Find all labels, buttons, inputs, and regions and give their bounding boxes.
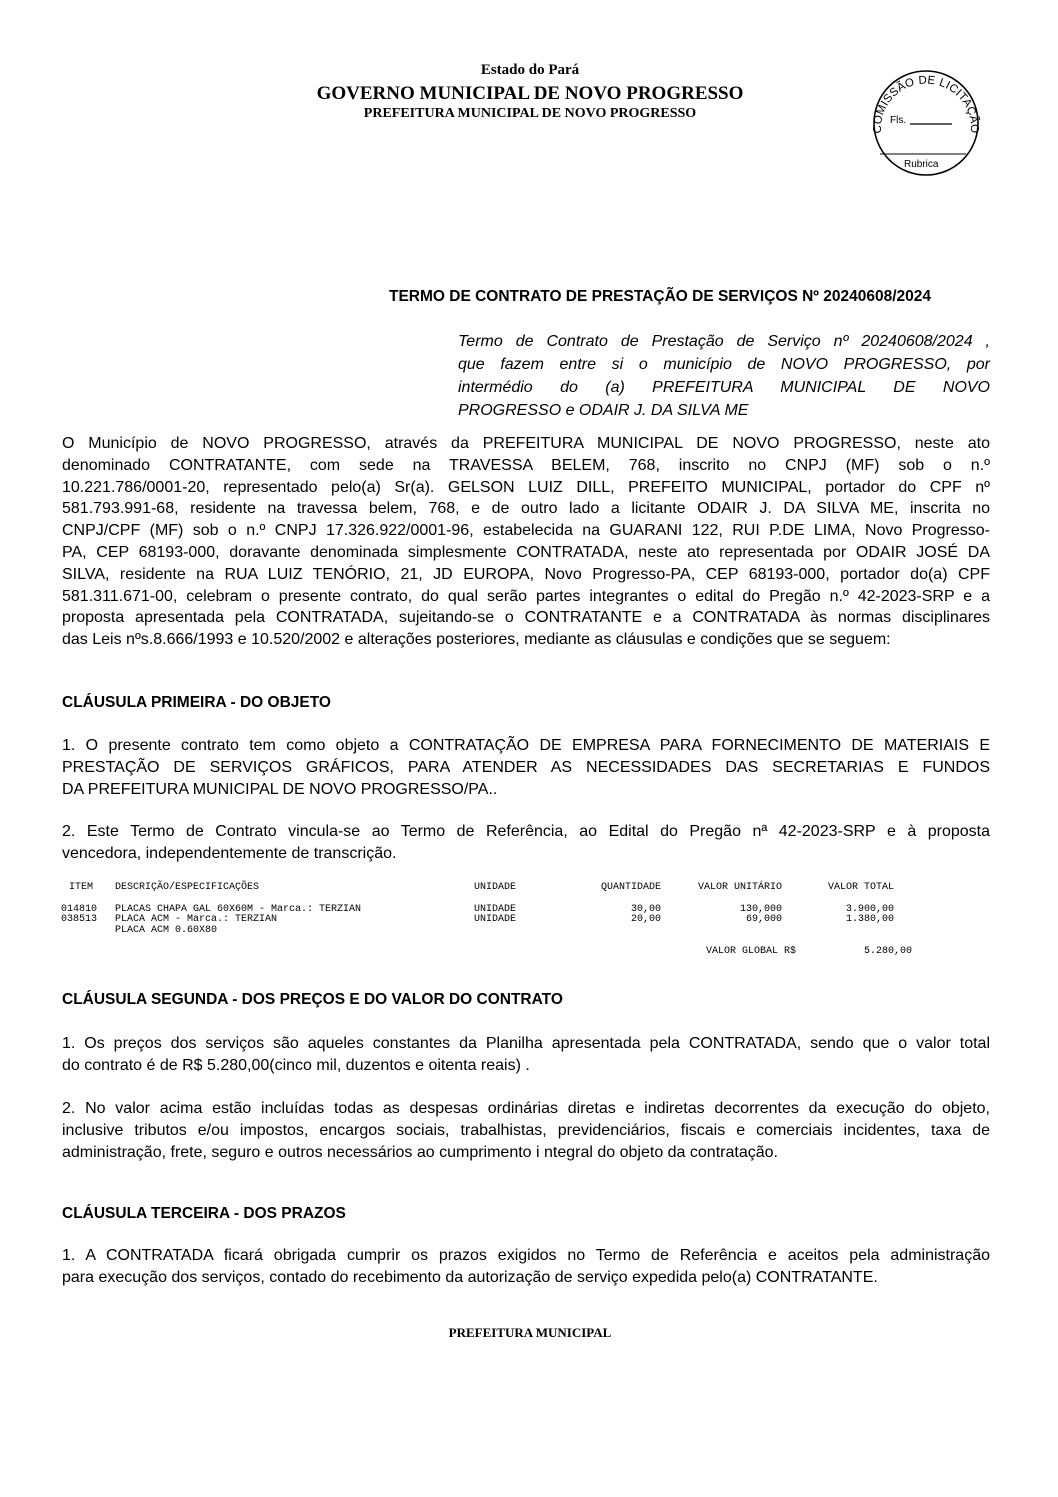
clause-line: para execução dos serviços, contado do recebimento da autorização de serviço expedida pelo(a) CONTRATANTE. [62,1268,878,1286]
clause-line: 1. O presente contrato tem como objeto a CONTRATAÇÃO DE EMPRESA PARA FORNECIMENTO DE MATERIAIS E [62,737,990,754]
clause-line: DA PREFEITURA MUNICIPAL DE NOVO PROGRESSO/PA.. [62,780,498,798]
ementa-line: que fazem entre si o município de NOVO PROGRESSO, por [458,356,990,373]
table-header-unit-price: VALOR UNITÁRIO [697,882,782,893]
table-cell-total: 1.380,00 [845,914,894,925]
contract-title: TERMO DE CONTRATO DE PRESTAÇÃO DE SERVIÇOS Nº 20240608/2024 [389,288,932,305]
table-cell-unit: UNIDADE [474,904,517,915]
preamble-line: denominado CONTRATANTE, com sede na TRAVESSA BELEM, 768, inscrito no CNPJ (MF) sob o n.º [62,456,990,474]
preamble-line: 581.311.671-00, celebram o presente contrato, do qual serão partes integrantes o edital do Pregão n.º 42-2023-SRP e a [62,587,990,605]
preamble-line: 581.793.991-68, residente na travessa belem, 768, e de outro lado a licitante ODAIR J. DA SILVA ME, inscrita no [62,500,990,518]
clause-line: PRESTAÇÃO DE SERVIÇOS GRÁFICOS, PARA ATENDER AS NECESSIDADES DAS SECRETARIAS E FUNDOS [62,758,990,776]
preamble-line: das Leis nºs.8.666/1993 e 10.520/2002 e alterações posteriores, mediante as cláusulas e condições que se seguem: [62,631,891,649]
preamble-line: SILVA, residente na RUA LUIZ TENÓRIO, 21, JD EUROPA, Novo Progresso-PA, CEP 68193-000, portador do(a) CPF [62,565,990,583]
clause-line: administração, frete, seguro e outros necessários ao cumprimento i ntegral do objeto da contratação. [62,1143,778,1161]
table-cell-unit-price: 69,000 [745,914,782,925]
clause-line: vencedora, independentemente de transcrição. [62,844,397,862]
clause1-heading: CLÁUSULA PRIMEIRA - DO OBJETO [62,694,331,711]
table-cell-total: 3.900,00 [845,904,894,915]
clause-line: inclusive tributos e/ou impostos, encargos sociais, trabalhistas, previdenciários, fiscais e comerciais incidentes, taxa de [62,1121,990,1139]
preamble-line: CNPJ/CPF (MF) sob o n.º CNPJ 17.326.922/0001-96, estabelecida na GUARANI 122, RUI P.DE LIMA, Novo Progresso- [62,522,990,540]
preamble-paragraph [62,433,990,651]
table-cell-quantity: 20,00 [630,914,661,925]
table-cell-description-extra: PLACA ACM 0.60X80 [115,925,218,936]
svg-text:COMISSÃO DE LICITAÇÃO [872,74,981,133]
table-header-item: ITEM [69,882,94,893]
preamble-line: O Município de NOVO PROGRESSO, através da PREFEITURA MUNICIPAL DE NOVO PROGRESSO, neste ato [62,435,990,452]
ementa-line: Termo de Contrato de Prestação de Serviço nº 20240608/2024 , [458,333,990,350]
table-cell-description: PLACAS CHAPA GAL 60X60M - Marca.: TERZIAN [115,904,362,915]
stamp-rubrica-label: Rubrica [904,159,939,170]
table-header-unit: UNIDADE [474,882,517,893]
clause1-paragraph-2 [62,821,990,865]
clause2-paragraph-1 [62,1033,990,1077]
table-cell-description: PLACA ACM - Marca.: TERZIAN [115,914,278,925]
header-state: Estado do Pará [480,62,580,78]
preamble-line: proposta apresentada pela CONTRATADA, sujeitando-se o CONTRATANTE e a CONTRATADA às normas disciplinares [62,609,990,627]
ementa-line: intermédio do (a) PREFEITURA MUNICIPAL DE NOVO [458,379,990,396]
clause3-heading: CLÁUSULA TERCEIRA - DOS PRAZOS [62,1205,346,1222]
preamble-line: 10.221.786/0001-20, representado pelo(a) Sr(a). GELSON LUIZ DILL, PREFEITO MUNICIPAL, portador do CPF nº [62,478,990,496]
clause-line: 2. No valor acima estão incluídas todas as despesas ordinárias diretas e indiretas decorrentes da execução do objeto, [62,1100,990,1117]
table-header-quantity: QUANTIDADE [600,882,661,893]
ementa-line: PROGRESSO e ODAIR J. DA SILVA ME [458,402,749,419]
table-cell-unit-price: 130,000 [739,904,782,915]
clause2-heading: CLÁUSULA SEGUNDA - DOS PREÇOS E DO VALOR DO CONTRATO [62,991,563,1008]
clause-line: 1. Os preços dos serviços são aqueles constantes da Planilha apresentada pela CONTRATADA, sendo que o valor total [62,1035,990,1052]
clause2-paragraph-2 [62,1098,990,1163]
clause-line: 1. A CONTRATADA ficará obrigada cumprir os prazos exigidos no Termo de Referência e aceitos pela administração [62,1247,990,1264]
header-prefecture: PREFEITURA MUNICIPAL DE NOVO PROGRESSO [363,106,697,121]
table-cell-quantity: 30,00 [630,904,661,915]
header-government: GOVERNO MUNICIPAL DE NOVO PROGRESSO [316,83,744,104]
preamble-line: PA, CEP 68193-000, doravante denominada simplesmente CONTRATADA, neste ato representada por ODAIR JOSÉ DA [62,543,990,561]
table-header-total: VALOR TOTAL [827,882,894,893]
page-footer: PREFEITURA MUNICIPAL [448,1325,612,1340]
table-header-description: DESCRIÇÃO/ESPECIFICAÇÕES [115,882,260,893]
stamp-arc-text: COMISSÃO DE LICITAÇÃO [871,74,981,134]
table-cell-item: 038513 [61,914,98,925]
stamp-fls-label: Fls. [890,115,907,126]
clause-line: 2. Este Termo de Contrato vincula-se ao Termo de Referência, ao Edital do Pregão nª 42-2023-SRP e à proposta [62,823,990,840]
clause3-paragraph-1 [62,1245,990,1289]
clause1-paragraph-1 [62,735,990,800]
clause-line: do contrato é de R$ 5.280,00(cinco mil, duzentos e oitenta reais) . [62,1056,530,1074]
commission-stamp [866,68,984,180]
table-cell-unit: UNIDADE [474,914,517,925]
global-value-amount: 5.280,00 [863,946,912,957]
contract-ementa [458,330,990,422]
table-cell-item: 014810 [61,904,98,915]
global-value-label: VALOR GLOBAL R$ [706,946,797,957]
